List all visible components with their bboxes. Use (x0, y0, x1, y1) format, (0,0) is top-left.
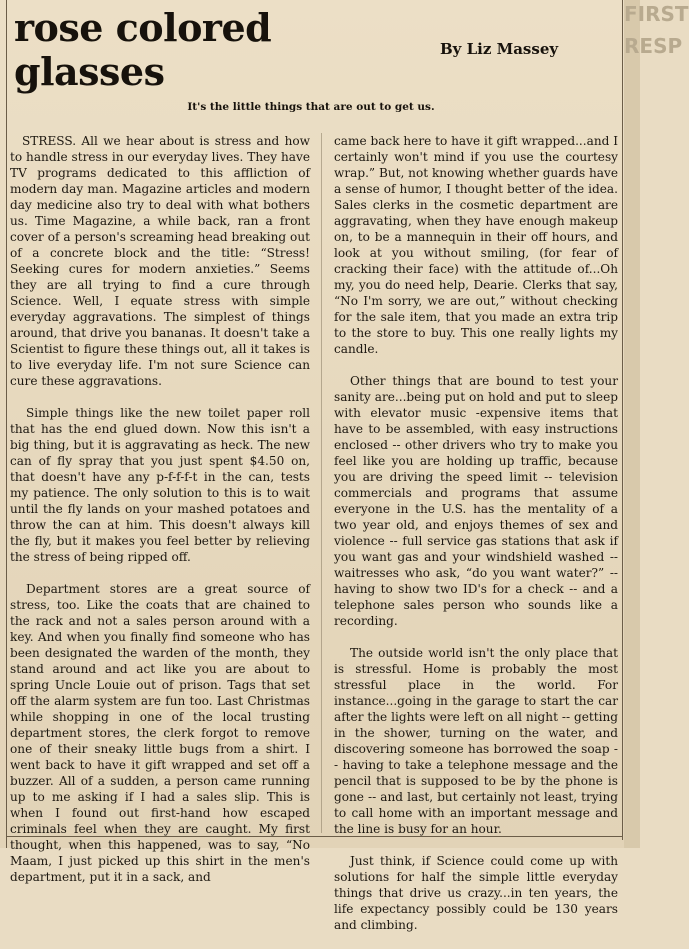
article-paragraph: STRESS. All we hear about is stress and how to handle stress in our everyday lives. They have TV programs dedicated to this affliction of modern day man. Magazine articles and modern day medicine also try to deal with what bothers us. Time Magazine, a while back, ran a front cover of a person's screaming head breaking out of a concrete block and the title: “Stress! Seeking cures for modern anxieties.” Seems they are all trying to find a cure through Science. Well, I equate stress with simple everyday aggravations. The simplest of things around, that drive you bananas. It doesn't take a Scientist to figure these things out, all it takes is to live everyday life. I'm not sure Science can cure these aggravations. (10, 134, 310, 388)
right-border-rule (622, 0, 623, 840)
column-title: rose colored glasses (14, 5, 272, 94)
article-right-column (334, 133, 618, 949)
adjacent-column-bleed (624, 0, 689, 848)
article-paragraph: Just think, if Science could come up with solutions for half the simple little everyday things that drive us crazy...in ten years, the life expectancy possibly could be 130 years and climbing. (334, 854, 618, 932)
bleed-word: FIRST (624, 2, 689, 26)
article-paragraph: Simple things like the new toilet paper roll that has the end glued down. Now this isn't a big thing, but it is aggravating as heck. The new can of fly spray that you just spent $4.50 on, that doesn't have any p-f-f-f-t in the can, tests my patience. The only solution to this is to wait until the fly lands on your mashed potatoes and throw the can at him. This doesn't always kill the fly, but it makes you feel better by relieving the stress of being ripped off. (10, 406, 310, 564)
article-paragraph: Other things that are bound to test your sanity are...being put on hold and put to sleep with elevator music -expensive items that have to be assembled, with easy instructions enclosed -- other drivers who try to make you feel like you are holding up traffic, because you are driving the speed limit -- television commercials and programs that assume everyone in the U.S. has the mentality of a two year old, and enjoys themes of sex and violence -- full service gas stations that ask if you want gas and your windshield washed --waitresses who ask, “do you want water?” --having to show two ID's for a check -- and a telephone sales person who sounds like a recording. (334, 374, 618, 628)
bleed-word: RESP (624, 34, 683, 58)
column-divider (321, 133, 322, 833)
byline: By Liz Massey (440, 40, 559, 58)
article-paragraph: The outside world isn't the only place that is stressful. Home is probably the most stressful place in the world. For instance...going in the garage to start the car after the lights were left on all night -- getting in the shower, turning on the water, and discovering someone has borrowed the soap -- having to take a telephone message and the pencil that is supposed to be by the phone is gone -- and last, but certainly not least, trying to call home with an important message and the line is busy for an hour. (334, 646, 618, 836)
article-paragraph: Department stores are a great source of stress, too. Like the coats that are chained to the rack and not a sales person around with a key. And when you finally find someone who has been designated the warden of the month, they stand around and act like you are about to spring Uncle Louie out of prison. Tags that set off the alarm system are fun too. Last Christmas while shopping in one of the local trusting department stores, the clerk forgot to remove one of their sneaky little bugs from a shirt. I went back to have it gift wrapped and set off a buzzer. All of a sudden, a person came running up to me asking if I had a sales slip. This is when I found out first-hand how escaped criminals feel when they are caught. My first thought, when this happened, was to say, “No Maam, I just picked up this shirt in the men's department, put it in a sack, and (10, 582, 310, 884)
article-paragraph: came back here to have it gift wrapped...and I certainly won't mind if you use the courtesy wrap.” But, not knowing whether guards have a sense of humor, I thought better of the idea. Sales clerks in the cosmetic department are aggravating, when they have enough makeup on, to be a mannequin in their off hours, and look at you without smiling, (for fear of cracking their face) with the attitude of...Oh my, you do need help, Dearie. Clerks that say, “No I'm sorry, we are out,” without checking for the sale item, that you made an extra trip to the store to buy. This one really lights my candle. (334, 134, 618, 356)
article-left-column (10, 133, 310, 901)
tagline: It's the little things that are out to get us. (187, 101, 435, 113)
left-border-rule (6, 0, 7, 848)
